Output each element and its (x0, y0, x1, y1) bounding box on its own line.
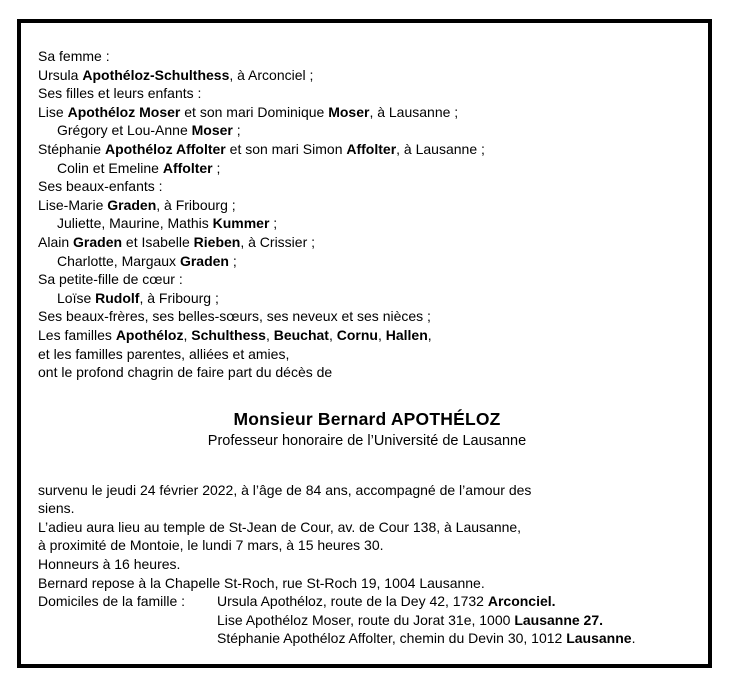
text-segment: Les familles (38, 326, 116, 343)
text-segment: Charlotte, Margaux (57, 252, 180, 269)
text-segment: et son mari Simon (225, 140, 347, 157)
text-segment: Lise-Marie (38, 196, 108, 213)
text-segment: , (328, 326, 337, 343)
notice-line (217, 629, 696, 648)
notice-line (38, 481, 696, 500)
text-segment: , à Fribourg ; (156, 196, 236, 213)
text-segment: et Isabelle (122, 233, 194, 250)
text-segment: Ses filles et leurs enfants : (38, 85, 202, 102)
death-notice-card (17, 19, 712, 668)
deceased-section (38, 408, 696, 451)
notice-line (38, 177, 696, 196)
text-segment: Apothéloz (115, 326, 184, 343)
text-segment: Alain (38, 233, 74, 250)
text-segment: Grégory et Lou-Anne (57, 122, 192, 139)
text-segment: Lausanne (566, 630, 632, 647)
notice-line (38, 159, 696, 178)
notice-line (38, 233, 696, 252)
text-segment: Ses beaux-frères, ses belles-sœurs, ses neveux et ses nièces ; (38, 308, 431, 325)
family-section (38, 47, 696, 382)
deceased-honorific-title: Professeur honoraire de l’Université de Lausanne (207, 432, 527, 449)
text-segment: Graden (107, 196, 157, 213)
text-segment: Affolter (162, 159, 213, 176)
text-segment: , (183, 326, 192, 343)
text-segment: Beuchat (273, 326, 329, 343)
text-segment: . (631, 630, 636, 647)
text-segment: Stéphanie (38, 140, 105, 157)
text-segment: , à Lausanne ; (369, 103, 459, 120)
text-segment: et les familles parentes, alliées et amies, (38, 345, 290, 362)
notice-line (38, 270, 696, 289)
text-segment: Sa femme : (38, 48, 110, 64)
notice-line (38, 196, 696, 215)
text-segment: Loïse (57, 289, 96, 306)
text-segment: Kummer (212, 215, 270, 232)
notice-line (38, 289, 696, 308)
text-segment: Schulthess (191, 326, 266, 343)
notice-line (38, 252, 696, 271)
text-segment: Moser (191, 122, 233, 139)
text-segment: ; (232, 122, 241, 139)
text-segment: , (265, 326, 274, 343)
notice-line (38, 345, 696, 364)
notice-line (38, 66, 696, 85)
text-segment: Lise (38, 103, 68, 120)
text-segment: , à Crissier ; (240, 233, 316, 250)
text-segment: Sa petite-fille de cœur : (38, 271, 183, 288)
notice-line (38, 121, 696, 140)
notice-line (38, 307, 696, 326)
domiciles-block (38, 592, 696, 648)
text-segment: Ursula (38, 66, 83, 83)
domiciles-label: Domiciles de la famille : (38, 593, 186, 610)
text-segment: L’adieu aura lieu au temple de St-Jean de Cour, av. de Cour 138, à Lausanne, (38, 518, 522, 535)
text-segment: Juliette, Maurine, Mathis (57, 215, 213, 232)
text-segment: Lise Apothéloz Moser, route du Jorat 31e, 1000 (217, 611, 515, 628)
deceased-name: Monsieur Bernard APOTHÉLOZ (233, 408, 501, 429)
text-segment: à proximité de Montoie, le lundi 7 mars, à 15 heures 30. (38, 537, 384, 554)
text-segment: Affolter (346, 140, 397, 157)
text-segment: ont le profond chagrin de faire part du décès de (38, 364, 333, 381)
notice-line (38, 499, 696, 518)
text-segment: Apothéloz Moser (67, 103, 181, 120)
notice-line (217, 592, 696, 611)
notice-line (38, 47, 696, 66)
text-segment: Apothéloz-Schulthess (82, 66, 230, 83)
text-segment: Ursula Apothéloz, route de la Dey 42, 1732 (217, 593, 488, 610)
text-segment: Graden (179, 252, 229, 269)
text-segment: Arconciel. (487, 593, 556, 610)
ceremony-details-section (38, 481, 696, 593)
text-segment: Colin et Emeline (57, 159, 163, 176)
text-segment: Bernard repose à la Chapelle St-Roch, rue St-Roch 19, 1004 Lausanne. (38, 574, 485, 591)
text-segment: ; (212, 159, 221, 176)
text-segment: Hallen (385, 326, 428, 343)
text-segment: ; (269, 215, 278, 232)
text-segment: Moser (328, 103, 370, 120)
text-segment: siens. (38, 500, 75, 517)
text-segment: Graden (73, 233, 123, 250)
text-segment: Honneurs à 16 heures. (38, 556, 181, 573)
text-segment: ; (228, 252, 237, 269)
notice-line (38, 536, 696, 555)
text-segment: Apothéloz Affolter (104, 140, 226, 157)
text-segment: Ses beaux-enfants : (38, 178, 163, 195)
domiciles-entries (217, 592, 696, 648)
text-segment: , (427, 326, 432, 343)
notice-line (38, 84, 696, 103)
text-segment: et son mari Dominique (180, 103, 329, 120)
text-segment: Rudolf (95, 289, 140, 306)
text-segment: Cornu (336, 326, 378, 343)
text-segment: survenu le jeudi 24 février 2022, à l’âge de 84 ans, accompagné de l’amour des (38, 481, 532, 498)
text-segment: Stéphanie Apothéloz Affolter, chemin du Devin 30, 1012 (217, 630, 567, 647)
notice-line (38, 574, 696, 593)
text-segment: Rieben (193, 233, 241, 250)
text-segment: , à Arconciel ; (229, 66, 314, 83)
notice-line (38, 555, 696, 574)
notice-line (38, 326, 696, 345)
text-segment: , à Lausanne ; (396, 140, 485, 157)
notice-line (217, 611, 696, 630)
notice-line (38, 103, 696, 122)
notice-line (38, 363, 696, 382)
notice-line (38, 140, 696, 159)
text-segment: , (377, 326, 386, 343)
notice-line (38, 518, 696, 537)
text-segment: , à Fribourg ; (139, 289, 219, 306)
text-segment: Lausanne 27. (514, 611, 604, 628)
notice-line (38, 214, 696, 233)
